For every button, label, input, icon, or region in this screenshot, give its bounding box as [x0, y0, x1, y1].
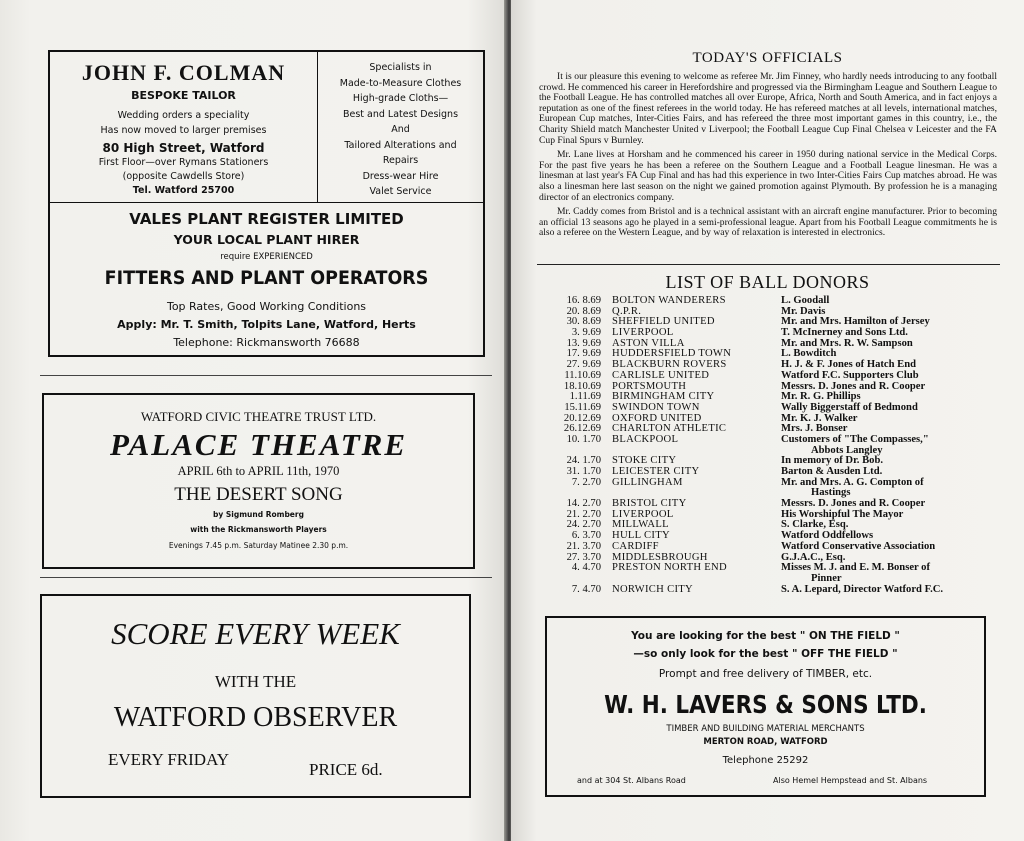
donor-club: OXFORD UNITED	[612, 412, 702, 424]
speciality-line: Repairs	[382, 155, 419, 166]
donor-club: Q.P.R.	[612, 305, 642, 317]
donor-date: 6. 3.70	[571, 530, 601, 542]
observer-price: PRICE 6d.	[309, 760, 383, 779]
donor-club: ASTON VILLA	[612, 337, 685, 349]
observer-paper: WATFORD OBSERVER	[113, 702, 398, 733]
officials-paragraph-caddy: Mr. Caddy comes from Bristol and is a technical assistant with an aircraft engine manufacturer. Prior to becoming an official 13 seasons ago he played in a semi-professional league. Apart from his Football League commitments he is also a referee on the Western League, and by way of relaxation is interested in electronics.	[539, 206, 997, 239]
donor-name: Messrs. D. Jones and R. Cooper	[781, 498, 926, 510]
donor-date: 21. 3.70	[566, 540, 601, 552]
observer-day: EVERY FRIDAY	[108, 750, 230, 769]
donor-club: BIRMINGHAM CITY	[612, 391, 715, 403]
donor-club: LIVERPOOL	[612, 327, 674, 339]
lavers-address: MERTON ROAD, WATFORD	[703, 737, 828, 747]
donor-date: 16. 8.69	[566, 295, 601, 306]
vales-subtitle: YOUR LOCAL PLANT HIRER	[173, 232, 360, 247]
right-page	[511, 0, 1024, 841]
palace-dates: APRIL 6th to APRIL 11th, 1970	[177, 464, 340, 478]
lavers-line3: Prompt and free delivery of TIMBER, etc.	[658, 668, 873, 680]
donor-date: 20. 8.69	[566, 305, 601, 317]
vales-title: VALES PLANT REGISTER LIMITED	[129, 210, 404, 228]
vales-terms: Top Rates, Good Working Conditions	[166, 300, 367, 313]
separator-rule	[537, 264, 1000, 265]
donor-date: 26.12.69	[563, 423, 601, 435]
colman-vales-advert	[48, 50, 485, 357]
donor-name-continuation: Hastings	[811, 487, 851, 499]
colman-address: 80 High Street, Watford	[102, 141, 265, 155]
donor-club: GILLINGHAM	[612, 476, 683, 488]
donor-club: BLACKBURN ROVERS	[612, 359, 727, 371]
donor-name: S. A. Lepard, Director Watford F.C.	[781, 583, 944, 595]
donor-club: CARDIFF	[612, 540, 659, 552]
donor-date: 27. 9.69	[566, 359, 601, 371]
donor-date: 10. 1.70	[566, 433, 601, 445]
donor-club: HULL CITY	[612, 530, 670, 542]
vales-apply: Apply: Mr. T. Smith, Tolpits Lane, Watford, Herts	[117, 318, 416, 331]
lavers-name: W. H. LAVERS & SONS LTD.	[604, 690, 927, 719]
donor-club: PRESTON NORTH END	[612, 562, 727, 574]
donor-name: Mrs. J. Bonser	[781, 423, 848, 435]
donor-club: NORWICH CITY	[612, 583, 693, 595]
lavers-trade: TIMBER AND BUILDING MATERIAL MERCHANTS	[666, 724, 865, 734]
separator-rule	[40, 577, 492, 578]
vales-headline: FITTERS AND PLANT OPERATORS	[104, 267, 429, 289]
lavers-line2: —so only look for the best " OFF THE FIELD "	[633, 648, 898, 660]
donor-date: 14. 2.70	[566, 498, 601, 510]
observer-headline: SCORE EVERY WEEK	[111, 616, 400, 651]
vales-phone: Telephone: Rickmansworth 76688	[173, 336, 360, 349]
speciality-line: Specialists in	[369, 62, 432, 73]
lavers-branch-left: and at 304 St. Albans Road	[577, 776, 686, 785]
donor-name: S. Clarke, Esq.	[781, 519, 849, 531]
lavers-branch-right: Also Hemel Hempstead and St. Albans	[773, 776, 928, 785]
donor-name-continuation: Pinner	[811, 572, 842, 584]
lavers-line1: You are looking for the best " ON THE FIELD "	[631, 630, 900, 642]
donor-name: Mr. and Mrs. A. G. Compton of	[781, 476, 924, 488]
colman-floor: First Floor—over Rymans Stationers	[98, 157, 269, 168]
donor-name: Messrs. D. Jones and R. Cooper	[781, 380, 926, 392]
donor-row	[549, 542, 999, 553]
speciality-line: Made-to-Measure Clothes	[339, 77, 462, 89]
donor-name: Mr. K. J. Walker	[781, 412, 858, 424]
donor-row	[549, 435, 999, 446]
donor-club: CHARLTON ATHLETIC	[612, 423, 727, 435]
donor-club: SHEFFIELD UNITED	[612, 316, 715, 328]
donor-name: L. Bowditch	[781, 348, 837, 360]
officials-paragraph-lane: Mr. Lane lives at Horsham and he commenced his career in 1950 during national service in the Medical Corps. For the past five years he has been a referee on the Southern League and a Football League linesman. He was a linesman at last year's FA Cup Final and has had this experience in two Inter-Cities Fairs Cup matches abroad. He was also a linesman here last season on the night we gained promotion against Plymouth. By profession he is a managing director of an electronics company.	[539, 149, 997, 203]
donor-name: In memory of Dr. Bob.	[781, 455, 884, 467]
donor-club: CARLISLE UNITED	[612, 369, 710, 381]
colman-line2: Has now moved to larger premises	[100, 125, 267, 136]
donor-club: MIDDLESBROUGH	[612, 551, 708, 563]
donor-date: 3. 9.69	[571, 327, 601, 339]
palace-title: PALACE THEATRE	[109, 427, 407, 462]
donors-title: LIST OF BALL DONORS	[665, 272, 870, 292]
left-page	[0, 0, 508, 841]
donor-name: Watford F.C. Supporters Club	[781, 369, 919, 381]
donor-date: 11.10.69	[564, 369, 601, 381]
speciality-line: High-grade Cloths—	[352, 93, 449, 104]
donor-club: BLACKPOOL	[612, 433, 679, 445]
donor-date: 24. 1.70	[566, 455, 601, 467]
donor-row	[549, 371, 999, 382]
donor-club: BRISTOL CITY	[612, 498, 687, 510]
palace-show: THE DESERT SONG	[174, 484, 343, 505]
donor-club: LEICESTER CITY	[612, 466, 700, 477]
donor-date: 7. 2.70	[571, 476, 601, 488]
colman-specialities	[318, 62, 483, 202]
colman-store: (opposite Cawdells Store)	[122, 171, 245, 182]
donor-name: Watford Conservative Association	[781, 540, 936, 552]
donor-date: 27. 3.70	[566, 551, 601, 563]
palace-trust: WATFORD CIVIC THEATRE TRUST LTD.	[140, 409, 377, 424]
donor-name: Barton & Ausden Ltd.	[781, 466, 883, 477]
donor-club: PORTSMOUTH	[612, 380, 687, 392]
donor-name-continuation: Abbots Langley	[811, 444, 883, 456]
donor-name: L. Goodall	[781, 295, 830, 306]
palace-composer: by Sigmund Romberg	[213, 510, 304, 519]
donor-name: T. McInerney and Sons Ltd.	[781, 327, 908, 339]
donor-name: Watford Oddfellows	[781, 530, 874, 542]
donor-row-continuation	[549, 574, 999, 585]
donor-date: 15.11.69	[564, 401, 601, 413]
colman-tel: Tel. Watford 25700	[132, 185, 235, 196]
donor-club: HUDDERSFIELD TOWN	[612, 348, 732, 360]
officials-text	[539, 72, 997, 243]
donor-name: Wally Biggerstaff of Bedmond	[781, 401, 918, 413]
palace-players: with the Rickmansworth Players	[190, 525, 327, 534]
donor-name: Customers of "The Compasses,"	[781, 433, 929, 445]
donor-club: MILLWALL	[612, 519, 669, 531]
donor-date: 30. 8.69	[566, 316, 601, 328]
donor-name: Mr. and Mrs. Hamilton of Jersey	[781, 316, 930, 328]
donor-date: 24. 2.70	[566, 519, 601, 531]
donor-date: 20.12.69	[563, 412, 601, 424]
donor-club: LIVERPOOL	[612, 508, 674, 520]
speciality-line: Best and Latest Designs	[342, 108, 459, 120]
donor-name: Mr. and Mrs. R. W. Sampson	[781, 337, 913, 349]
speciality-line: And	[391, 124, 410, 135]
officials-title: TODAY'S OFFICIALS	[692, 50, 843, 66]
speciality-line: Tailored Alterations and	[344, 139, 457, 151]
donor-date: 17. 9.69	[566, 348, 601, 360]
donor-club: BOLTON WANDERERS	[612, 295, 726, 306]
donor-date: 13. 9.69	[566, 337, 601, 349]
lavers-phone: Telephone 25292	[722, 755, 809, 766]
donors-list	[549, 296, 999, 595]
donor-name: His Worshipful The Mayor	[781, 508, 904, 520]
separator-rule	[40, 375, 492, 376]
lavers-advert	[545, 616, 986, 797]
donor-club: STOKE CITY	[612, 455, 677, 467]
colman-vales-divider	[50, 202, 483, 203]
donor-club: SWINDON TOWN	[612, 401, 700, 413]
donor-name: H. J. & F. Jones of Hatch End	[781, 359, 916, 371]
donor-name: Mr. Davis	[781, 305, 826, 317]
officials-paragraph-finney: It is our pleasure this evening to welcome as referee Mr. Jim Finney, who hardly needs introducing to any football crowd. He commenced his career in Herefordshire and progressed via the Birmingham League and Southern League to the Football League. He has controlled matches all over Europe, Africa, North and South America, and in fact enjoys a reputation as one of the finest referees in the world today. He has refereed matches at all levels, international matches, European Cup matches, Inter-Cities Fairs, and has refereed the three most important games in this country, i.e., the Charity Shield match Manchester United v Liverpool; the Football League Cup Final Chelsea v Leicester and the FA Cup Final Spurs v Burnley.	[539, 71, 997, 146]
donor-name: Mr. R. G. Phillips	[781, 391, 861, 403]
donor-row	[549, 403, 999, 414]
donor-row	[549, 563, 999, 574]
colman-line1: Wedding orders a speciality	[117, 110, 250, 121]
donor-date: 21. 2.70	[566, 508, 601, 520]
vales-require: require EXPERIENCED	[220, 252, 313, 262]
donor-name: Misses M. J. and E. M. Bonser of	[781, 562, 931, 574]
donor-name: G.J.A.C., Esq.	[781, 551, 846, 563]
donor-row	[549, 478, 999, 489]
donor-date: 7. 4.70	[571, 583, 601, 595]
colman-name: JOHN F. COLMAN	[81, 60, 286, 85]
donor-date: 18.10.69	[563, 380, 601, 392]
observer-with: WITH THE	[214, 672, 297, 691]
donor-row	[549, 585, 999, 596]
donor-date: 31. 1.70	[566, 466, 601, 477]
donor-date: 1.11.69	[569, 391, 601, 403]
watford-observer-advert	[40, 594, 471, 798]
palace-times: Evenings 7.45 p.m. Saturday Matinee 2.30 p.m.	[168, 541, 349, 550]
colman-trade: BESPOKE TAILOR	[131, 89, 236, 102]
speciality-line: Dress-wear Hire	[362, 170, 439, 182]
palace-theatre-advert	[42, 393, 475, 569]
speciality-line: Valet Service	[369, 186, 432, 197]
donor-date: 4. 4.70	[571, 562, 601, 574]
